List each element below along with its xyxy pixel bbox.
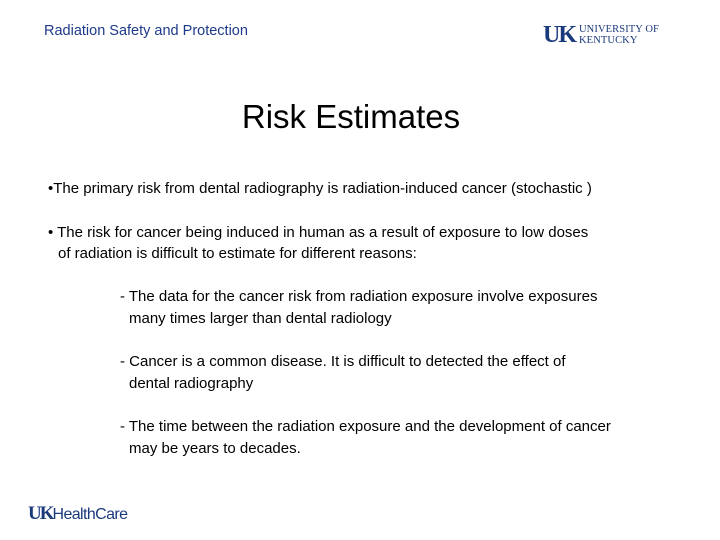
reason-item — [120, 351, 566, 394]
uk-logo-text: UNIVERSITY OF KENTUCKY — [579, 24, 659, 46]
bullet-risk-estimate-cont: of radiation is difficult to estimate for different reasons: — [58, 245, 417, 262]
reason-line: - The time between the radiation exposure and the development of cancer — [120, 418, 611, 435]
reason-line: - The data for the cancer risk from radiation exposure involve exposures — [120, 288, 598, 305]
university-logo — [543, 24, 720, 46]
bullet-risk-estimate: • The risk for cancer being induced in human as a result of exposure to low doses — [48, 224, 589, 241]
uk-logo-mark: UK — [543, 22, 575, 48]
footer-logo-text: HealthCare — [52, 506, 128, 523]
reason-line: - Cancer is a common disease. It is difficult to detected the effect of — [120, 353, 566, 370]
slide-title: Risk Estimates — [241, 98, 461, 135]
ukhealthcare-logo — [28, 503, 127, 525]
course-title: Radiation Safety and Protection — [44, 23, 248, 39]
bullet-primary-risk: •The primary risk from dental radiography is radiation-induced cancer (stochastic ) — [48, 180, 592, 197]
reason-line: many times larger than dental radiology — [129, 309, 392, 327]
reason-item — [120, 286, 597, 329]
footer-logo-mark: UK — [28, 503, 53, 524]
reason-item — [120, 416, 611, 459]
reason-line: dental radiography — [129, 374, 254, 392]
reason-line: may be years to decades. — [129, 439, 301, 457]
